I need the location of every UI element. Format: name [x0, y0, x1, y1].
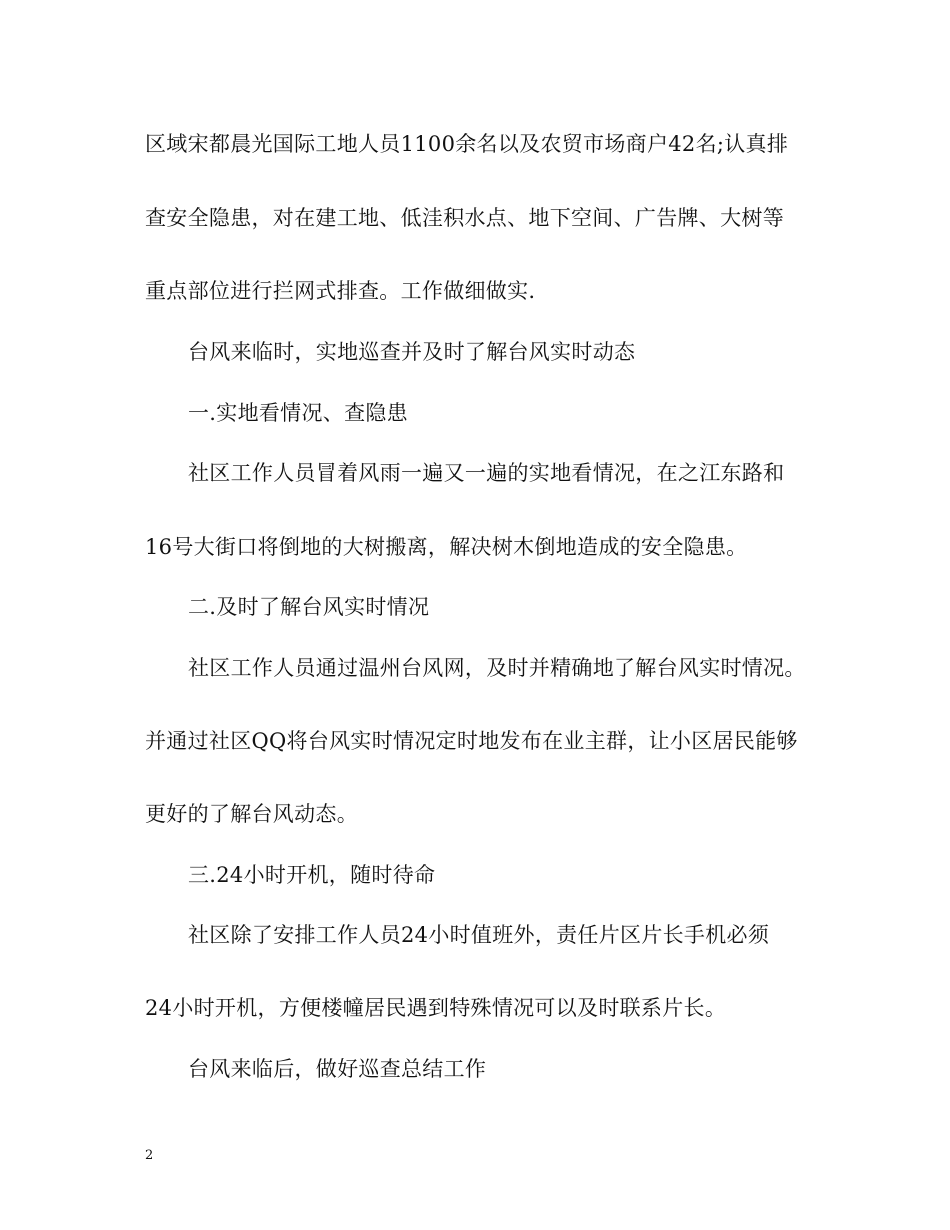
- body-text-line: 社区工作人员通过温州台风网，及时并精确地了解台风实时情况。: [188, 656, 806, 680]
- body-text-line: 查安全隐患，对在建工地、低洼积水点、地下空间、广告牌、大树等: [145, 206, 784, 230]
- page-number: 2: [145, 1148, 154, 1163]
- body-text-line: 社区除了安排工作人员24小时值班外，责任片区片长手机必须: [188, 923, 770, 947]
- body-text-line: 16号大街口将倒地的大树搬离，解决树木倒地造成的安全隐患。: [145, 535, 748, 559]
- subsection-heading: 二.及时了解台风实时情况: [188, 595, 430, 619]
- section-heading: 台风来临时，实地巡查并及时了解台风实时动态: [188, 340, 636, 364]
- body-text-line: 区域宋都晨光国际工地人员1100余名以及农贸市场商户42名;认真排: [145, 132, 789, 156]
- body-text-line: 24小时开机，方便楼幢居民遇到特殊情况可以及时联系片长。: [145, 996, 727, 1020]
- body-text-line: 并通过社区QQ将台风实时情况定时地发布在业主群，让小区居民能够: [145, 729, 798, 753]
- section-heading: 台风来临后，做好巡查总结工作: [188, 1057, 487, 1081]
- body-text-line: 更好的了解台风动态。: [145, 802, 358, 826]
- body-text-line: 社区工作人员冒着风雨一遍又一遍的实地看情况，在之江东路和: [188, 461, 785, 485]
- subsection-heading: 三.24小时开机，随时待命: [188, 863, 436, 887]
- body-text-line: 重点部位进行拦网式排查。工作做细做实.: [145, 279, 536, 303]
- subsection-heading: 一.实地看情况、查隐患: [188, 401, 408, 425]
